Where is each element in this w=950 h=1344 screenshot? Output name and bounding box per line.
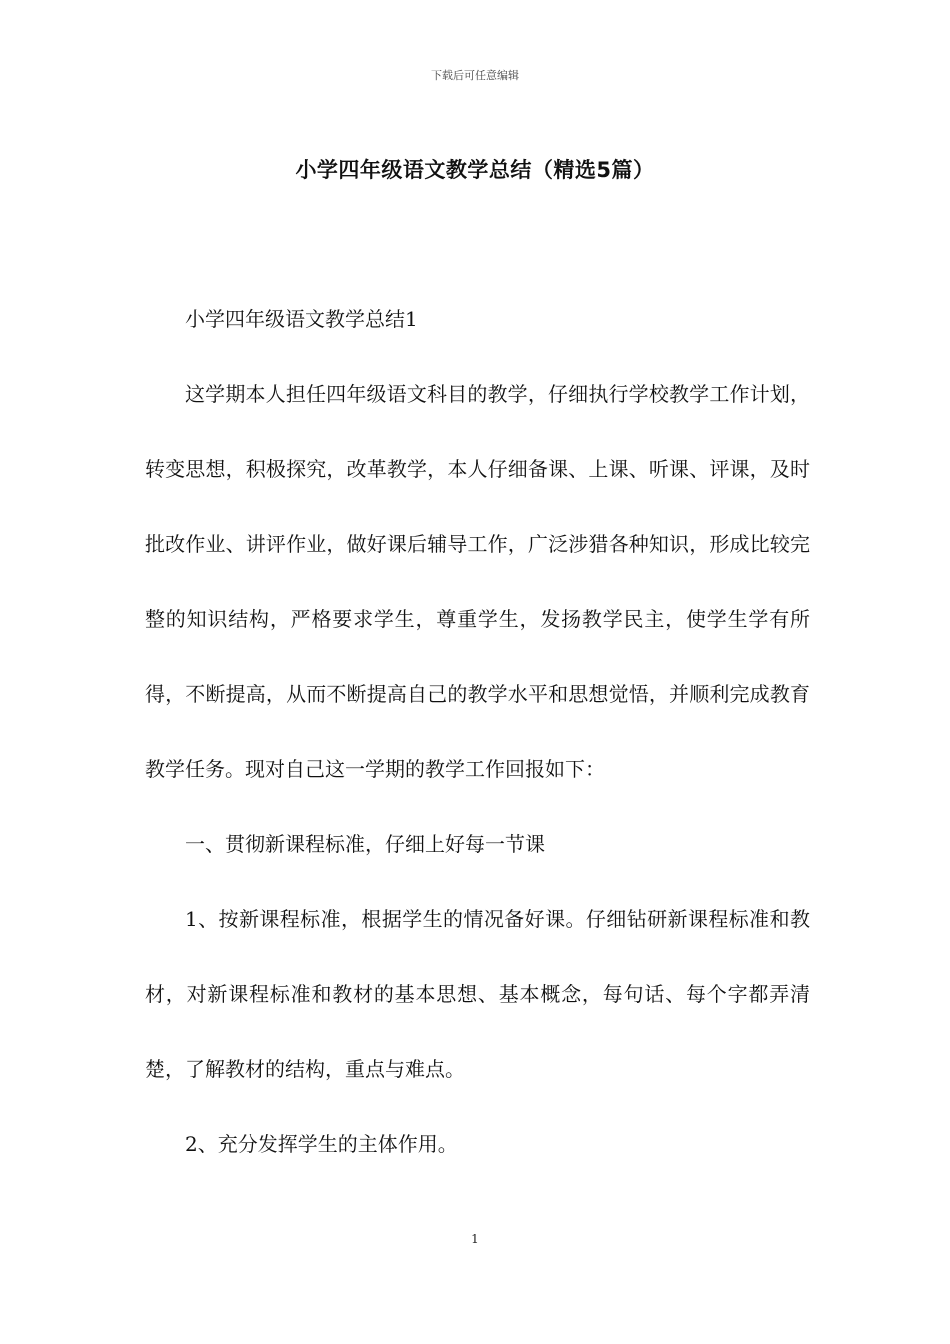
page-number: 1 [471, 1232, 479, 1246]
paragraph-heading: 一、贯彻新课程标准，仔细上好每一节课 [185, 832, 545, 856]
header-note: 下载后可任意编辑 [431, 69, 519, 82]
document-title: 小学四年级语文教学总结（精选5篇） [295, 158, 655, 182]
document-body [145, 282, 810, 1182]
paragraph: 2、充分发挥学生的主体作用。 [185, 1132, 458, 1156]
section-heading: 小学四年级语文教学总结1 [185, 307, 418, 331]
paragraph: 这学期本人担任四年级语文科目的教学，仔细执行学校教学工作计划，转变思想，积极探究，改革教学，本人仔细备课、上课、听课、评课，及时批改作业、讲评作业，做好课后辅导工作，广泛涉猎各种知识，形成比较完整的知识结构，严格要求学生，尊重学生，发扬教学民主，使学生学有所得，不断提高，从而不断提高自己的教学水平和思想觉悟，并顺利完成教育教学任务。现对自己这一学期的教学工作回报如下： [145, 382, 810, 781]
paragraph: 1、按新课程标准，根据学生的情况备好课。仔细钻研新课程标准和教材，对新课程标准和教材的基本思想、基本概念，每句话、每个字都弄清楚，了解教材的结构，重点与难点。 [145, 907, 810, 1081]
